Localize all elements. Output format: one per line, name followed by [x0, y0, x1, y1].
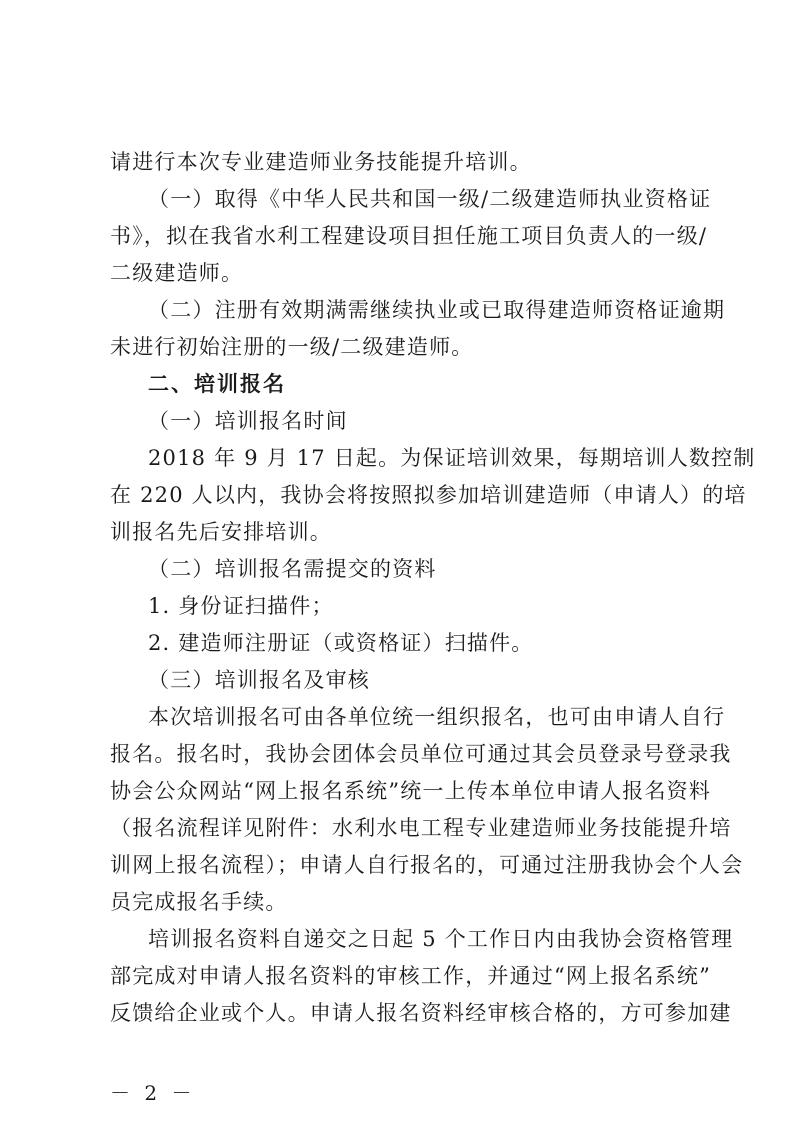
section-heading: 二、培训报名 — [148, 372, 286, 396]
page-number: － 2 － — [110, 1081, 196, 1105]
paragraph-line: （一）取得《中华人民共和国一级/二级建造师执业资格证 — [148, 187, 712, 211]
paragraph-line: 二级建造师。 — [110, 261, 244, 285]
paragraph-line: 反馈给企业或个人。申请人报名资料经审核合格的，方可参加建 — [110, 1001, 732, 1025]
subsection-heading: （一）培训报名时间 — [148, 409, 348, 433]
paragraph-line: 报名。报名时，我协会团体会员单位可通过其会员登录号登录我 — [110, 742, 732, 766]
paragraph-line: 训报名先后安排培训。 — [110, 520, 332, 544]
paragraph-line: 员完成报名手续。 — [110, 890, 288, 914]
paragraph-line: 2018 年 9 月 17 日起。为保证培训效果，每期培训人数控制 — [148, 446, 756, 470]
list-item: 1. 身份证扫描件； — [148, 594, 334, 618]
paragraph-line: 在 220 人以内，我协会将按照拟参加培训建造师（申请人）的培 — [110, 483, 747, 507]
paragraph-line: （二）注册有效期满需继续执业或已取得建造师资格证逾期 — [148, 298, 726, 322]
list-item: 2. 建造师注册证（或资格证）扫描件。 — [148, 631, 534, 655]
subsection-heading: （二）培训报名需提交的资料 — [148, 557, 437, 581]
paragraph-line: 书》，拟在我省水利工程建设项目担任施工项目负责人的一级/ — [110, 224, 708, 248]
paragraph-line: 本次培训报名可由各单位统一组织报名，也可由申请人自行 — [148, 705, 726, 729]
paragraph-line: 培训报名资料自递交之日起 5 个工作日内由我协会资格管理 — [148, 927, 734, 951]
paragraph-line: 未进行初始注册的一级/二级建造师。 — [110, 335, 474, 359]
paragraph-line: 训网上报名流程）；申请人自行报名的，可通过注册我协会个人会 — [110, 853, 744, 877]
paragraph-line: （报名流程详见附件：水利水电工程专业建造师业务技能提升培 — [110, 816, 732, 840]
paragraph-line: 请进行本次专业建造师业务技能提升培训。 — [110, 150, 532, 174]
paragraph-line: 部完成对申请人报名资料的审核工作，并通过“网上报名系统” — [110, 964, 712, 988]
subsection-heading: （三）培训报名及审核 — [148, 668, 370, 692]
paragraph-line: 协会公众网站“网上报名系统”统一上传本单位申请人报名资料 — [110, 779, 712, 803]
